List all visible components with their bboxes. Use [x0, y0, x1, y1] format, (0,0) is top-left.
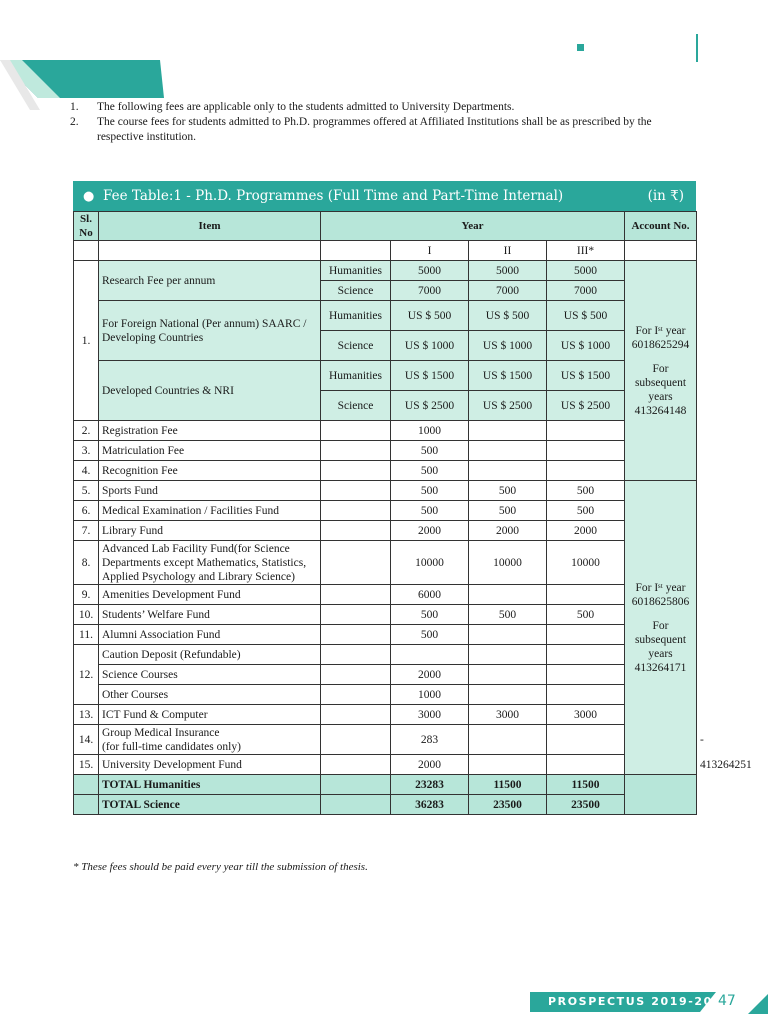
- account-label: For: [652, 362, 669, 375]
- row-sl: 4.: [74, 461, 99, 481]
- fee-cell: [547, 461, 625, 481]
- table-row: [74, 541, 697, 585]
- table-row: 15. University Development Fund 2000 413264251: [74, 755, 697, 775]
- fee-notes: [70, 100, 680, 145]
- row-sl: 14.: [74, 725, 99, 755]
- fee-table-title: Fee Table:1 - Ph.D. Programmes (Full Time and Part-Time Internal): [103, 188, 564, 204]
- row-item: Library Fund: [99, 521, 321, 541]
- row-sl: 12.: [74, 645, 99, 705]
- fee-cell: 500: [469, 605, 547, 625]
- fee-cell: US $ 500: [469, 301, 547, 331]
- fee-cell: 500: [547, 605, 625, 625]
- total-cell: 11500: [547, 775, 625, 795]
- year-subheader-row: [74, 241, 697, 261]
- fee-cell: 283: [391, 725, 469, 755]
- row-item: Other Courses: [99, 685, 321, 705]
- total-label: TOTAL Humanities: [99, 775, 321, 795]
- fee-cell: 3000: [391, 705, 469, 725]
- fee-cell: 5000: [469, 261, 547, 281]
- footnote: * These fees should be paid every year till the submission of thesis.: [73, 861, 368, 873]
- fee-cell: 5000: [547, 261, 625, 281]
- table-header-row: [74, 212, 697, 241]
- row-sl: 2.: [74, 421, 99, 441]
- fee-cell: 10000: [547, 541, 625, 585]
- fee-cell: US $ 2500: [391, 391, 469, 421]
- account-label: For Iˢᵗ year: [635, 324, 686, 337]
- table-row: [74, 585, 697, 605]
- page-number: 47: [718, 993, 736, 1009]
- row-item: Research Fee per annum: [99, 261, 321, 301]
- category-science: Science: [321, 281, 391, 301]
- year-1: I: [391, 241, 469, 261]
- fee-cell: US $ 1000: [469, 331, 547, 361]
- account-label: subsequent: [634, 376, 687, 389]
- account-label: subsequent: [634, 633, 687, 646]
- account-cell-a: [625, 261, 697, 481]
- table-row: [74, 645, 697, 665]
- fee-cell: 1000: [391, 685, 469, 705]
- fee-cell: 3000: [547, 705, 625, 725]
- category-science: Science: [321, 331, 391, 361]
- fee-cell: 2000: [547, 521, 625, 541]
- account-number: 6018625294: [631, 338, 690, 351]
- account-label: years: [648, 647, 673, 660]
- fee-cell: US $ 2500: [469, 391, 547, 421]
- fee-cell: 10000: [469, 541, 547, 585]
- table-row: [74, 685, 697, 705]
- fee-table: [73, 211, 752, 815]
- fee-cell: US $ 500: [391, 301, 469, 331]
- table-row: [74, 501, 697, 521]
- table-row: [74, 625, 697, 645]
- row-item-line: (for full-time candidates only): [102, 740, 241, 753]
- total-label: TOTAL Science: [99, 795, 321, 815]
- fee-cell: US $ 1500: [391, 361, 469, 391]
- total-cell: 23283: [391, 775, 469, 795]
- row-item: Matriculation Fee: [99, 441, 321, 461]
- fee-cell: 2000: [469, 521, 547, 541]
- table-row: [74, 605, 697, 625]
- account-cell-b: [625, 481, 697, 775]
- fee-cell: US $ 1500: [469, 361, 547, 391]
- header-year: Year: [321, 212, 625, 241]
- fee-cell: 500: [391, 441, 469, 461]
- row-item: Sports Fund: [99, 481, 321, 501]
- fee-cell: 500: [547, 501, 625, 521]
- category-humanities: Humanities: [321, 261, 391, 281]
- row-sl: 15.: [74, 755, 99, 775]
- fee-cell: 6000: [391, 585, 469, 605]
- row-item: Advanced Lab Facility Fund(for Science Departments except Mathematics, Statistics, Applied Psychology and Library Science): [99, 541, 321, 585]
- header-account: Account No.: [625, 212, 697, 241]
- row-sl: 13.: [74, 705, 99, 725]
- fee-cell: [469, 441, 547, 461]
- fee-cell: 7000: [391, 281, 469, 301]
- table-row: [74, 521, 697, 541]
- row-item: [99, 725, 321, 755]
- row-item: Registration Fee: [99, 421, 321, 441]
- row-sl: 10.: [74, 605, 99, 625]
- fee-cell: 7000: [469, 281, 547, 301]
- table-row: [74, 421, 697, 441]
- row-item: Students’ Welfare Fund: [99, 605, 321, 625]
- header-square-mark: [577, 44, 584, 51]
- fee-cell: [469, 585, 547, 605]
- fee-cell: 500: [391, 605, 469, 625]
- fee-cell: [547, 441, 625, 461]
- fee-cell: US $ 1000: [391, 331, 469, 361]
- row-item: ICT Fund & Computer: [99, 705, 321, 725]
- total-cell: 23500: [547, 795, 625, 815]
- row-sl: 6.: [74, 501, 99, 521]
- fee-cell: 2000: [391, 521, 469, 541]
- row-item: Developed Countries & NRI: [99, 361, 321, 421]
- note-number: 2.: [70, 116, 79, 128]
- account-label: For Iˢᵗ year: [635, 581, 686, 594]
- row-sl: 5.: [74, 481, 99, 501]
- fee-table-title-bar: [73, 181, 696, 211]
- category-humanities: Humanities: [321, 301, 391, 331]
- corner-diagonal: [0, 60, 40, 110]
- row-item: Amenities Development Fund: [99, 585, 321, 605]
- fee-cell: 500: [391, 625, 469, 645]
- table-row: [74, 361, 697, 391]
- total-science-row: [74, 795, 697, 815]
- note-item: [70, 115, 680, 145]
- fee-cell: US $ 1500: [547, 361, 625, 391]
- fee-cell: 500: [391, 481, 469, 501]
- fee-cell: 7000: [547, 281, 625, 301]
- row-item: Recognition Fee: [99, 461, 321, 481]
- table-row: [74, 665, 697, 685]
- account-number: 6018625806: [631, 595, 690, 608]
- row-item: For Foreign National (Per annum) SAARC / Developing Countries: [99, 301, 321, 361]
- row-sl: 7.: [74, 521, 99, 541]
- table-row: [74, 441, 697, 461]
- account-label: For: [652, 619, 669, 632]
- fee-cell: [547, 585, 625, 605]
- fee-cell: 500: [391, 501, 469, 521]
- footer-triangle-decoration: [742, 994, 768, 1014]
- fee-cell: 2000: [391, 665, 469, 685]
- category-science: Science: [321, 391, 391, 421]
- note-number: 1.: [70, 101, 79, 113]
- fee-cell: 500: [547, 481, 625, 501]
- note-text: The course fees for students admitted to Ph.D. programmes offered at Affiliated Institutions shall be as prescribed by the respective institution.: [97, 116, 652, 143]
- header-bar-mark: [696, 34, 698, 62]
- footer-prospectus-label: PROSPECTUS 2019-20: [548, 995, 713, 1008]
- table-row: [74, 461, 697, 481]
- row-item: Alumni Association Fund: [99, 625, 321, 645]
- fee-cell: 500: [469, 501, 547, 521]
- fee-cell: [469, 625, 547, 645]
- table-row: [74, 705, 697, 725]
- fee-cell: [547, 625, 625, 645]
- category-humanities: Humanities: [321, 361, 391, 391]
- row-sl: 1.: [74, 261, 99, 421]
- row-sl: 8.: [74, 541, 99, 585]
- total-cell: 11500: [469, 775, 547, 795]
- row-item-line: Group Medical Insurance: [102, 726, 220, 739]
- row-item: University Development Fund: [99, 755, 321, 775]
- fee-cell: [469, 461, 547, 481]
- table-row: [74, 481, 697, 501]
- note-item: [70, 100, 680, 115]
- account-number: 413264148: [634, 404, 687, 417]
- row-sl: 3.: [74, 441, 99, 461]
- row-item: Science Courses: [99, 665, 321, 685]
- account-label: years: [648, 390, 673, 403]
- fee-cell: US $ 2500: [547, 391, 625, 421]
- table-row: [74, 301, 697, 331]
- row-item: Medical Examination / Facilities Fund: [99, 501, 321, 521]
- table-row: [74, 261, 697, 281]
- fee-cell: 10000: [391, 541, 469, 585]
- total-humanities-row: [74, 775, 697, 795]
- fee-cell: [469, 421, 547, 441]
- total-cell: 23500: [469, 795, 547, 815]
- bullet-icon: ●: [83, 188, 95, 204]
- row-item: Caution Deposit (Refundable): [99, 645, 321, 665]
- fee-cell: 500: [469, 481, 547, 501]
- fee-cell: 1000: [391, 421, 469, 441]
- fee-cell: 3000: [469, 705, 547, 725]
- fee-cell: 5000: [391, 261, 469, 281]
- row-sl: 11.: [74, 625, 99, 645]
- year-2: II: [469, 241, 547, 261]
- fee-cell: [547, 421, 625, 441]
- header-sl: Sl. No: [74, 212, 99, 241]
- year-3: III*: [547, 241, 625, 261]
- note-text: The following fees are applicable only to the students admitted to University Departments.: [97, 101, 515, 113]
- account-number: 413264171: [634, 661, 687, 674]
- currency-unit: (in ₹): [647, 188, 684, 204]
- fee-cell: US $ 1000: [547, 331, 625, 361]
- row-sl: 9.: [74, 585, 99, 605]
- fee-cell: 500: [391, 461, 469, 481]
- total-cell: 36283: [391, 795, 469, 815]
- table-row: 14. Group Medical Insurance (for full-time candidates only) 283 -: [74, 725, 697, 755]
- fee-cell: 2000: [391, 755, 469, 775]
- header-item: Item: [99, 212, 321, 241]
- fee-cell: US $ 500: [547, 301, 625, 331]
